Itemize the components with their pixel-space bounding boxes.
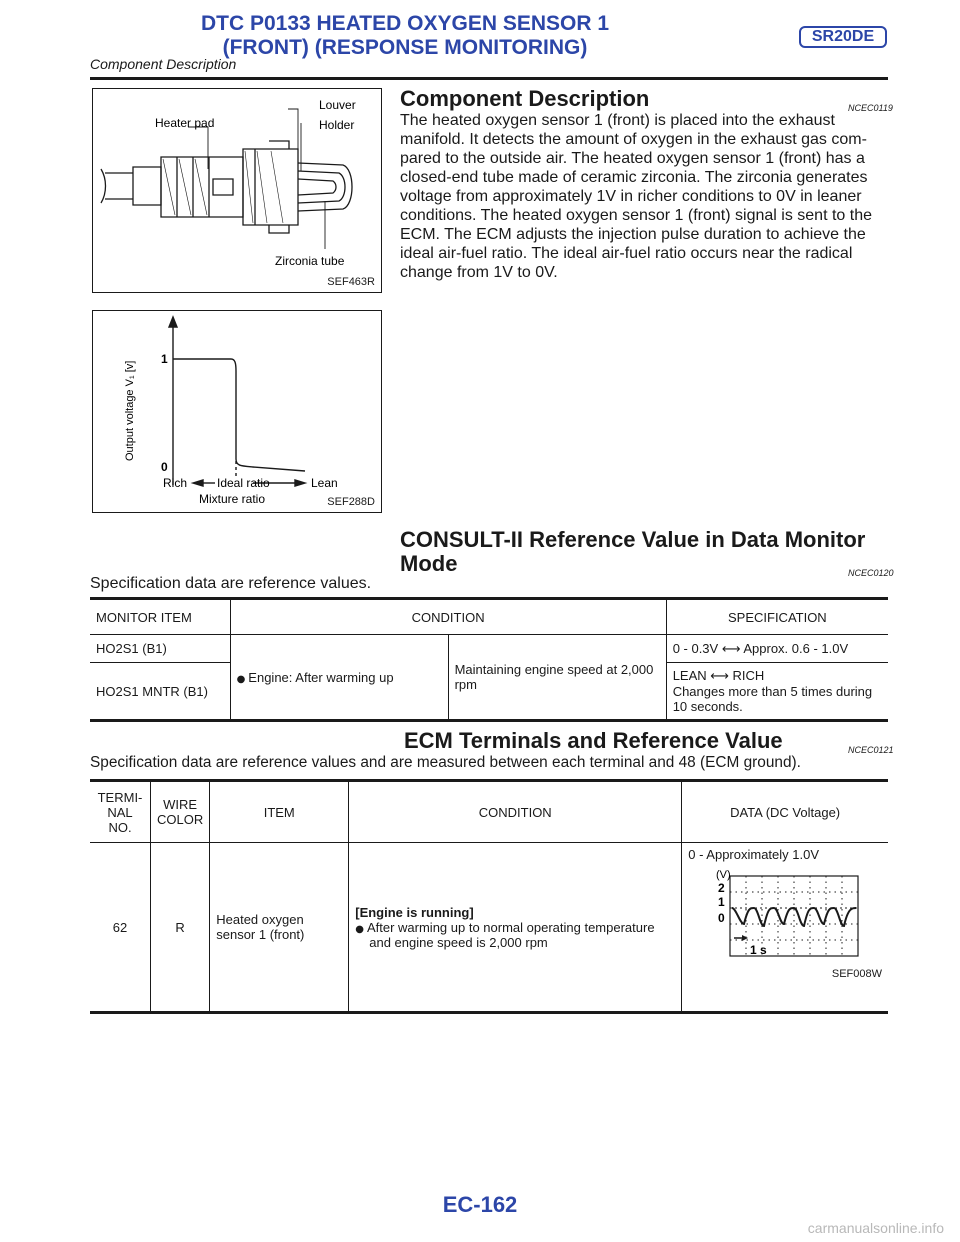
sensor-figure bbox=[92, 88, 382, 293]
component-section-code: NCEC0119 bbox=[848, 103, 893, 113]
page-header-title bbox=[90, 12, 720, 60]
condition-text: Engine: After warming up bbox=[248, 669, 394, 685]
item-name: Heated oxygen sensor 1 (front) bbox=[210, 843, 349, 1013]
spec-ho2s1-mntr bbox=[666, 663, 888, 721]
consult-section-title bbox=[400, 528, 865, 576]
scope-unit: (V) bbox=[716, 869, 731, 881]
scope-time-scale: 1 s bbox=[750, 943, 767, 957]
data-cell bbox=[682, 843, 888, 1013]
text-line: The heated oxygen sensor 1 (front) is placed into the exhaust bbox=[400, 112, 835, 129]
consult-title-line2: Mode bbox=[400, 551, 458, 576]
spec-ho2s1: 0 - 0.3V ⟷ Approx. 0.6 - 1.0V bbox=[666, 635, 888, 663]
figure-id-scope: SEF008W bbox=[831, 968, 882, 980]
consult-note: Specification data are reference values. bbox=[90, 575, 372, 592]
spec-lean-rich: LEAN ⟷ RICH bbox=[672, 668, 765, 683]
header-condition: CONDITION bbox=[349, 781, 682, 843]
text-line: pared to the outside air. The heated oxygen sensor 1 (front) has a bbox=[400, 150, 865, 167]
ecm-terminal-table bbox=[90, 779, 888, 1014]
condition-cell bbox=[230, 635, 448, 721]
monitor-item-ho2s1: HO2S1 (B1) bbox=[90, 635, 230, 663]
voltage-graph bbox=[93, 311, 383, 514]
graph-x-title: Mixture ratio bbox=[199, 492, 266, 506]
page-number: EC-162 bbox=[442, 1192, 518, 1217]
scope-tick-0: 0 bbox=[718, 911, 725, 925]
header-specification: SPECIFICATION bbox=[666, 599, 888, 635]
header-terminal-no: TERMI-NAL NO. bbox=[90, 781, 151, 843]
text-line: closed-end tube made of ceramic zirconia. The zirconia generates bbox=[400, 169, 868, 186]
header-wire-color: WIRE COLOR bbox=[151, 781, 210, 843]
scope-tick-1: 1 bbox=[718, 895, 725, 909]
figure-id-graph: SEF288D bbox=[327, 496, 375, 508]
bullet: ● bbox=[236, 673, 246, 685]
label-heater-pad: Heater pad bbox=[155, 116, 215, 130]
scope-tick-2: 2 bbox=[718, 881, 725, 895]
text-line: voltage from approximately 1V in richer conditions to 0V in leaner bbox=[400, 188, 862, 205]
text-line: manifold. It detects the amount of oxygen in the exhaust gas com- bbox=[400, 131, 867, 148]
condition-detail bbox=[355, 920, 675, 950]
graph-label-ideal-ratio: Ideal ratio bbox=[217, 476, 270, 490]
header-monitor-item: MONITOR ITEM bbox=[90, 599, 230, 635]
data-value: 0 - Approximately 1.0V bbox=[688, 847, 820, 862]
ecm-section-code: NCEC0121 bbox=[848, 745, 894, 755]
header-subtitle: Component Description bbox=[90, 56, 237, 72]
graph-y-tick-0: 0 bbox=[161, 460, 168, 474]
consult-title-line1: CONSULT-II Reference Value in Data Monitor bbox=[400, 527, 866, 552]
condition-detail-text: After warming up to normal operating temperature and engine speed is 2,000 rpm bbox=[366, 919, 655, 950]
consult-reference-table bbox=[90, 597, 888, 722]
consult-section-code: NCEC0120 bbox=[848, 568, 894, 578]
ecm-note: Specification data are reference values and are measured between each terminal and 48 (ECM ground). bbox=[90, 754, 801, 771]
header-title-line1: DTC P0133 HEATED OXYGEN SENSOR 1 bbox=[200, 12, 610, 35]
spec-changes: Changes more than 5 times during 10 seconds. bbox=[672, 684, 873, 714]
graph-label-lean: Lean bbox=[311, 476, 338, 490]
label-louver: Louver bbox=[319, 98, 356, 112]
text-line: conditions. The heated oxygen sensor 1 (front) signal is sent to the bbox=[400, 207, 872, 224]
ecm-section-title: ECM Terminals and Reference Value bbox=[404, 728, 783, 753]
component-description-title: Component Description bbox=[400, 86, 650, 111]
text-line: ECM. The ECM adjusts the injection pulse duration to achieve the bbox=[400, 226, 866, 243]
wire-color: R bbox=[151, 843, 210, 1013]
watermark: carmanualsonline.info bbox=[807, 1220, 944, 1236]
ecm-condition-cell bbox=[349, 843, 682, 1013]
oscilloscope-waveform bbox=[688, 864, 878, 968]
voltage-graph-figure bbox=[92, 310, 382, 513]
label-holder: Holder bbox=[319, 118, 355, 132]
text-line: ideal air-fuel ratio. The ideal air-fuel ratio occurs near the radical bbox=[400, 245, 853, 262]
monitor-item-ho2s1-mntr: HO2S1 MNTR (B1) bbox=[90, 663, 230, 721]
component-description-text bbox=[400, 111, 888, 282]
bullet: ● bbox=[355, 923, 364, 935]
sensor-drawing bbox=[93, 89, 383, 294]
label-zirconia-tube: Zirconia tube bbox=[275, 254, 345, 268]
graph-y-axis-label: Output voltage V₁ [v] bbox=[124, 360, 136, 461]
header-title-line2: (FRONT) (RESPONSE MONITORING) bbox=[222, 36, 588, 59]
figure-id-sensor: SEF463R bbox=[327, 276, 375, 288]
header-data: DATA (DC Voltage) bbox=[682, 781, 888, 843]
text-line: change from 1V to 0V. bbox=[400, 264, 558, 281]
header-rule bbox=[90, 77, 888, 80]
subcondition-cell: Maintaining engine speed at 2,000 rpm bbox=[448, 635, 666, 721]
condition-title: [Engine is running] bbox=[355, 904, 474, 920]
header-condition: CONDITION bbox=[230, 599, 666, 635]
graph-y-tick-1: 1 bbox=[161, 352, 168, 366]
terminal-number: 62 bbox=[90, 843, 151, 1013]
graph-label-rich: Rich bbox=[163, 476, 188, 490]
engine-badge: SR20DE bbox=[799, 26, 887, 48]
header-item: ITEM bbox=[210, 781, 349, 843]
